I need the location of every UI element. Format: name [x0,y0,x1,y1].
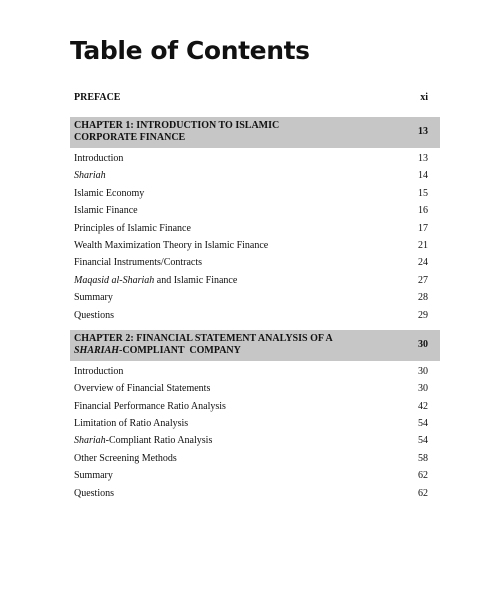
preface-page: xi [420,92,428,103]
entry-page: 24 [418,257,428,269]
entry-page: 54 [418,418,428,430]
entry-label-italic: Maqasid al-Shariah [74,274,155,286]
toc-entry[interactable] [70,450,440,467]
chapter-1-page: 13 [418,126,428,137]
entry-page: 58 [418,452,428,464]
entry-label: Introduction [74,153,124,164]
entry-label-rest: and Islamic Finance [154,274,238,286]
entry-page: 62 [418,487,428,499]
entry-label-rest: -Compliant Ratio Analysis [105,435,213,447]
entry-label: Summary [74,470,113,482]
entry-page: 15 [418,187,428,199]
entry-label: Questions [74,487,114,499]
toc-preface-row[interactable] [70,92,440,103]
toc-entry[interactable] [70,432,440,449]
toc-entry[interactable] [70,272,440,289]
chapter-2-page: 30 [418,338,428,350]
entry-label: Principles of Islamic Finance [74,222,191,234]
toc-entry[interactable] [70,467,440,484]
toc-entry[interactable] [70,363,440,380]
entry-page: 30 [418,365,428,377]
entry-label: Shariah [74,170,106,182]
toc-entry[interactable] [70,398,440,415]
toc-entry[interactable] [70,150,440,167]
entry-page: 27 [418,274,428,286]
chapter-2-title-line2 [74,345,394,357]
entry-label: Financial Instruments/Contracts [74,257,203,269]
chapter-2-title [74,333,394,357]
toc-entry[interactable] [70,380,440,397]
toc-entry[interactable] [70,485,440,502]
toc-entry[interactable] [70,202,440,219]
entry-label: Introduction [74,365,124,377]
entry-page: 62 [418,470,428,482]
entry-page: 28 [418,292,428,304]
entry-label [74,272,237,289]
page-title: Table of Contents [70,36,310,65]
entry-label: Islamic Economy [74,187,145,199]
entry-label: Other Screening Methods [74,452,177,464]
entry-page: 14 [418,170,428,182]
entry-page: 21 [418,239,428,251]
chapter-2-title-italic: SHARIAH [74,344,120,356]
chapter-2-heading[interactable] [70,330,440,361]
toc-entry[interactable] [70,220,440,237]
toc-entry[interactable] [70,167,440,184]
entry-label: Islamic Finance [74,205,138,217]
entry-label: Wealth Maximization Theory in Islamic Finance [74,239,269,251]
chapter-1-heading[interactable] [70,117,440,148]
entry-page: 17 [418,222,428,234]
chapter-1-title-line2: CORPORATE FINANCE [74,132,186,143]
entry-label-italic: Shariah [74,435,106,447]
entry-label: Financial Performance Ratio Analysis [74,400,226,412]
toc-entry[interactable] [70,289,440,306]
entry-page: 54 [418,435,428,447]
preface-label: PREFACE [74,92,121,103]
entry-page: 29 [418,309,428,321]
chapter-1-title-line1: CHAPTER 1: INTRODUCTION TO ISLAMIC [74,120,280,131]
entry-page: 42 [418,400,428,412]
entry-label: Overview of Financial Statements [74,383,211,395]
entry-page: 13 [418,153,428,164]
toc-entry[interactable] [70,254,440,271]
entry-label [74,432,212,449]
toc-entry[interactable] [70,237,440,254]
table-of-contents [70,92,440,502]
entry-label: Summary [74,292,113,304]
toc-entry[interactable] [70,185,440,202]
chapter-2-title-rest: -COMPLIANT COMPANY [119,344,241,356]
entry-page: 16 [418,205,428,217]
toc-entry[interactable] [70,307,440,324]
toc-entry[interactable] [70,415,440,432]
entry-label: Limitation of Ratio Analysis [74,418,189,430]
chapter-1-title [74,120,394,144]
entry-page: 30 [418,383,428,395]
chapter-2-title-line1: CHAPTER 2: FINANCIAL STATEMENT ANALYSIS OF A [74,332,333,344]
entry-label: Questions [74,309,114,321]
